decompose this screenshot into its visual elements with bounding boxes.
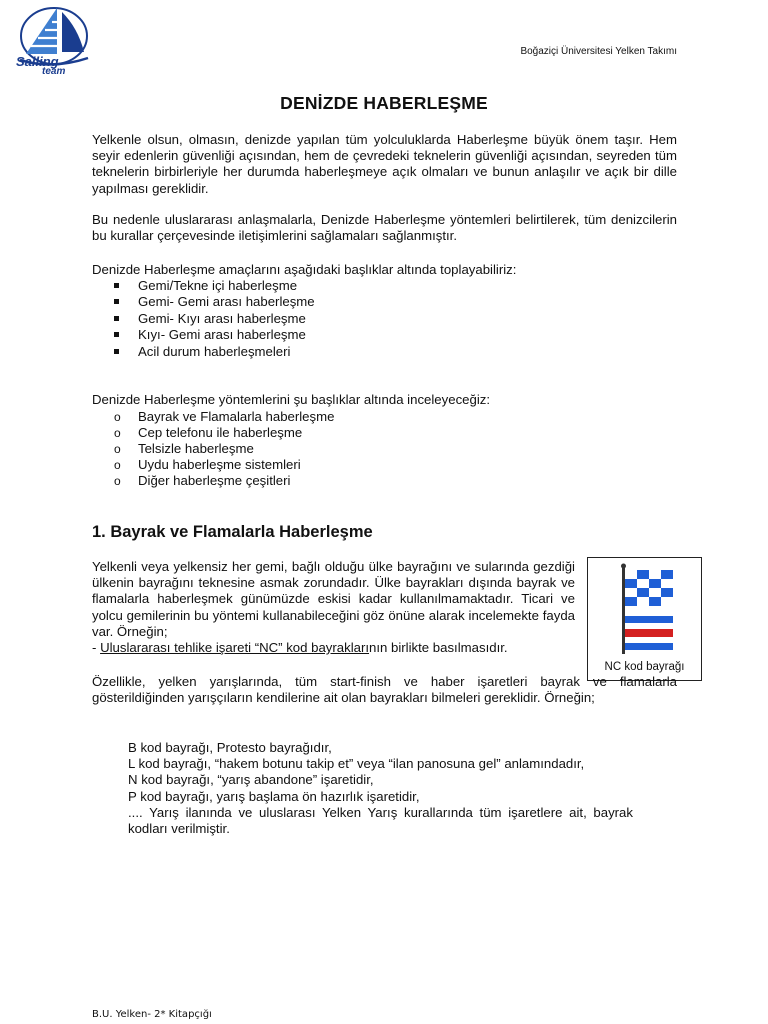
list-item: o Bayrak ve Flamalarla haberleşme — [92, 409, 677, 425]
flag-caption: NC kod bayrağı — [604, 661, 685, 673]
sailing-team-logo — [12, 4, 92, 74]
section-heading: 1. Bayrak ve Flamalarla Haberleşme — [92, 523, 373, 541]
nc-flag-icon — [588, 558, 701, 658]
page-title: DENİZDE HABERLEŞME — [280, 93, 488, 113]
list-item: o Uydu haberleşme sistemleri — [92, 457, 677, 473]
list-item: Gemi/Tekne içi haberleşme — [92, 278, 677, 294]
header-organization: Boğaziçi Üniversitesi Yelken Takımı — [520, 46, 677, 57]
list-item: P kod bayrağı, yarış başlama ön hazırlık işaretidir, — [128, 788, 420, 804]
list-item: o Telsizle haberleşme — [92, 441, 677, 457]
purposes-intro: Denizde Haberleşme amaçlarını aşağıdaki başlıklar altında toplayabiliriz: — [92, 262, 517, 277]
intro-paragraph: Yelkenle olsun, olmasın, denizde yapılan tüm yolculuklarda Haberleşme büyük önem taşır. Hem seyir edenlerin güvenliği açısından, hem de çevredeki teknelerin güvenliği açısından, seyreden tüm teknelerin birbirleriyle her durumda haberleşmeye açık olmaları ve bunun anlaşılır ve açık bir dille yapılması gereklidir. — [92, 132, 677, 196]
flags-paragraph — [92, 559, 575, 656]
logo-text-sailing: Sailing — [16, 54, 59, 69]
list-item: Gemi- Kıyı arası haberleşme — [92, 311, 677, 327]
list-item: L kod bayrağı, “hakem botunu takip et” veya “ilan panosuna gel” anlamındadır, — [128, 756, 585, 772]
list-item: Gemi- Gemi arası haberleşme — [92, 294, 677, 310]
flags-paragraph-suffix: nın birlikte basılmasıdır. — [369, 640, 508, 656]
race-flags-paragraph: Özellikle, yelken yarışlarında, tüm start-finish ve haber işaretleri bayrak ve flamalarla gösterildiğinden yarışçıların kendilerine ait olan bayrakları bilmeleri gereklidir. Örneğin; — [92, 674, 677, 706]
list-item: o Cep telefonu ile haberleşme — [92, 425, 677, 441]
agreement-paragraph: Bu nedenle uluslararası anlaşmalarla, Denizde Haberleşme yöntemleri belirtilerek, tüm denizcilerin bu kurallar çerçevesinde iletişimlerini sağlamaları sağlanmıştır. — [92, 212, 677, 244]
flags-dash: - — [92, 640, 101, 656]
list-item: Acil durum haberleşmeleri — [92, 344, 677, 360]
list-item: B kod bayrağı, Protesto bayrağıdır, — [128, 740, 332, 755]
list-item: N kod bayrağı, “yarış abandone” işaretidir, — [128, 772, 374, 788]
list-item: Kıyı- Gemi arası haberleşme — [92, 327, 677, 343]
list-item: .... Yarış ilanında ve uluslarası Yelken Yarış kurallarında tüm işaretlere ait, bayrak kodları verilmiştir. — [128, 804, 633, 837]
list-item: o Diğer haberleşme çeşitleri — [92, 473, 677, 489]
purposes-list — [92, 278, 677, 360]
page-footer: B.U. Yelken- 2* Kitapçığı — [92, 1009, 212, 1020]
nc-flags-link[interactable]: Uluslararası tehlike işareti “NC” kod bayrakları — [100, 640, 370, 656]
methods-list — [92, 409, 677, 489]
methods-intro: Denizde Haberleşme yöntemlerini şu başlıklar altında inceleyeceğiz: — [92, 392, 491, 407]
logo-text-team: team — [42, 66, 66, 74]
flags-paragraph-text: Yelkenli veya yelkensiz her gemi, bağlı olduğu ülke bayrağını ve sularında gezdiği ülkenin bayrağını teknesine asmak zorundadır. Ülke bayrakları dışında bayrak ve flamalarla haberleşmek günümüzde eskisi kadar kullanılmamaktadır. Ticari ve yolcu gemilerinin bu yöntemi kullanabileceğini göz önüne alarak incelemekte fayda var. Örneğin; — [92, 559, 575, 639]
code-flags-list — [128, 740, 633, 837]
